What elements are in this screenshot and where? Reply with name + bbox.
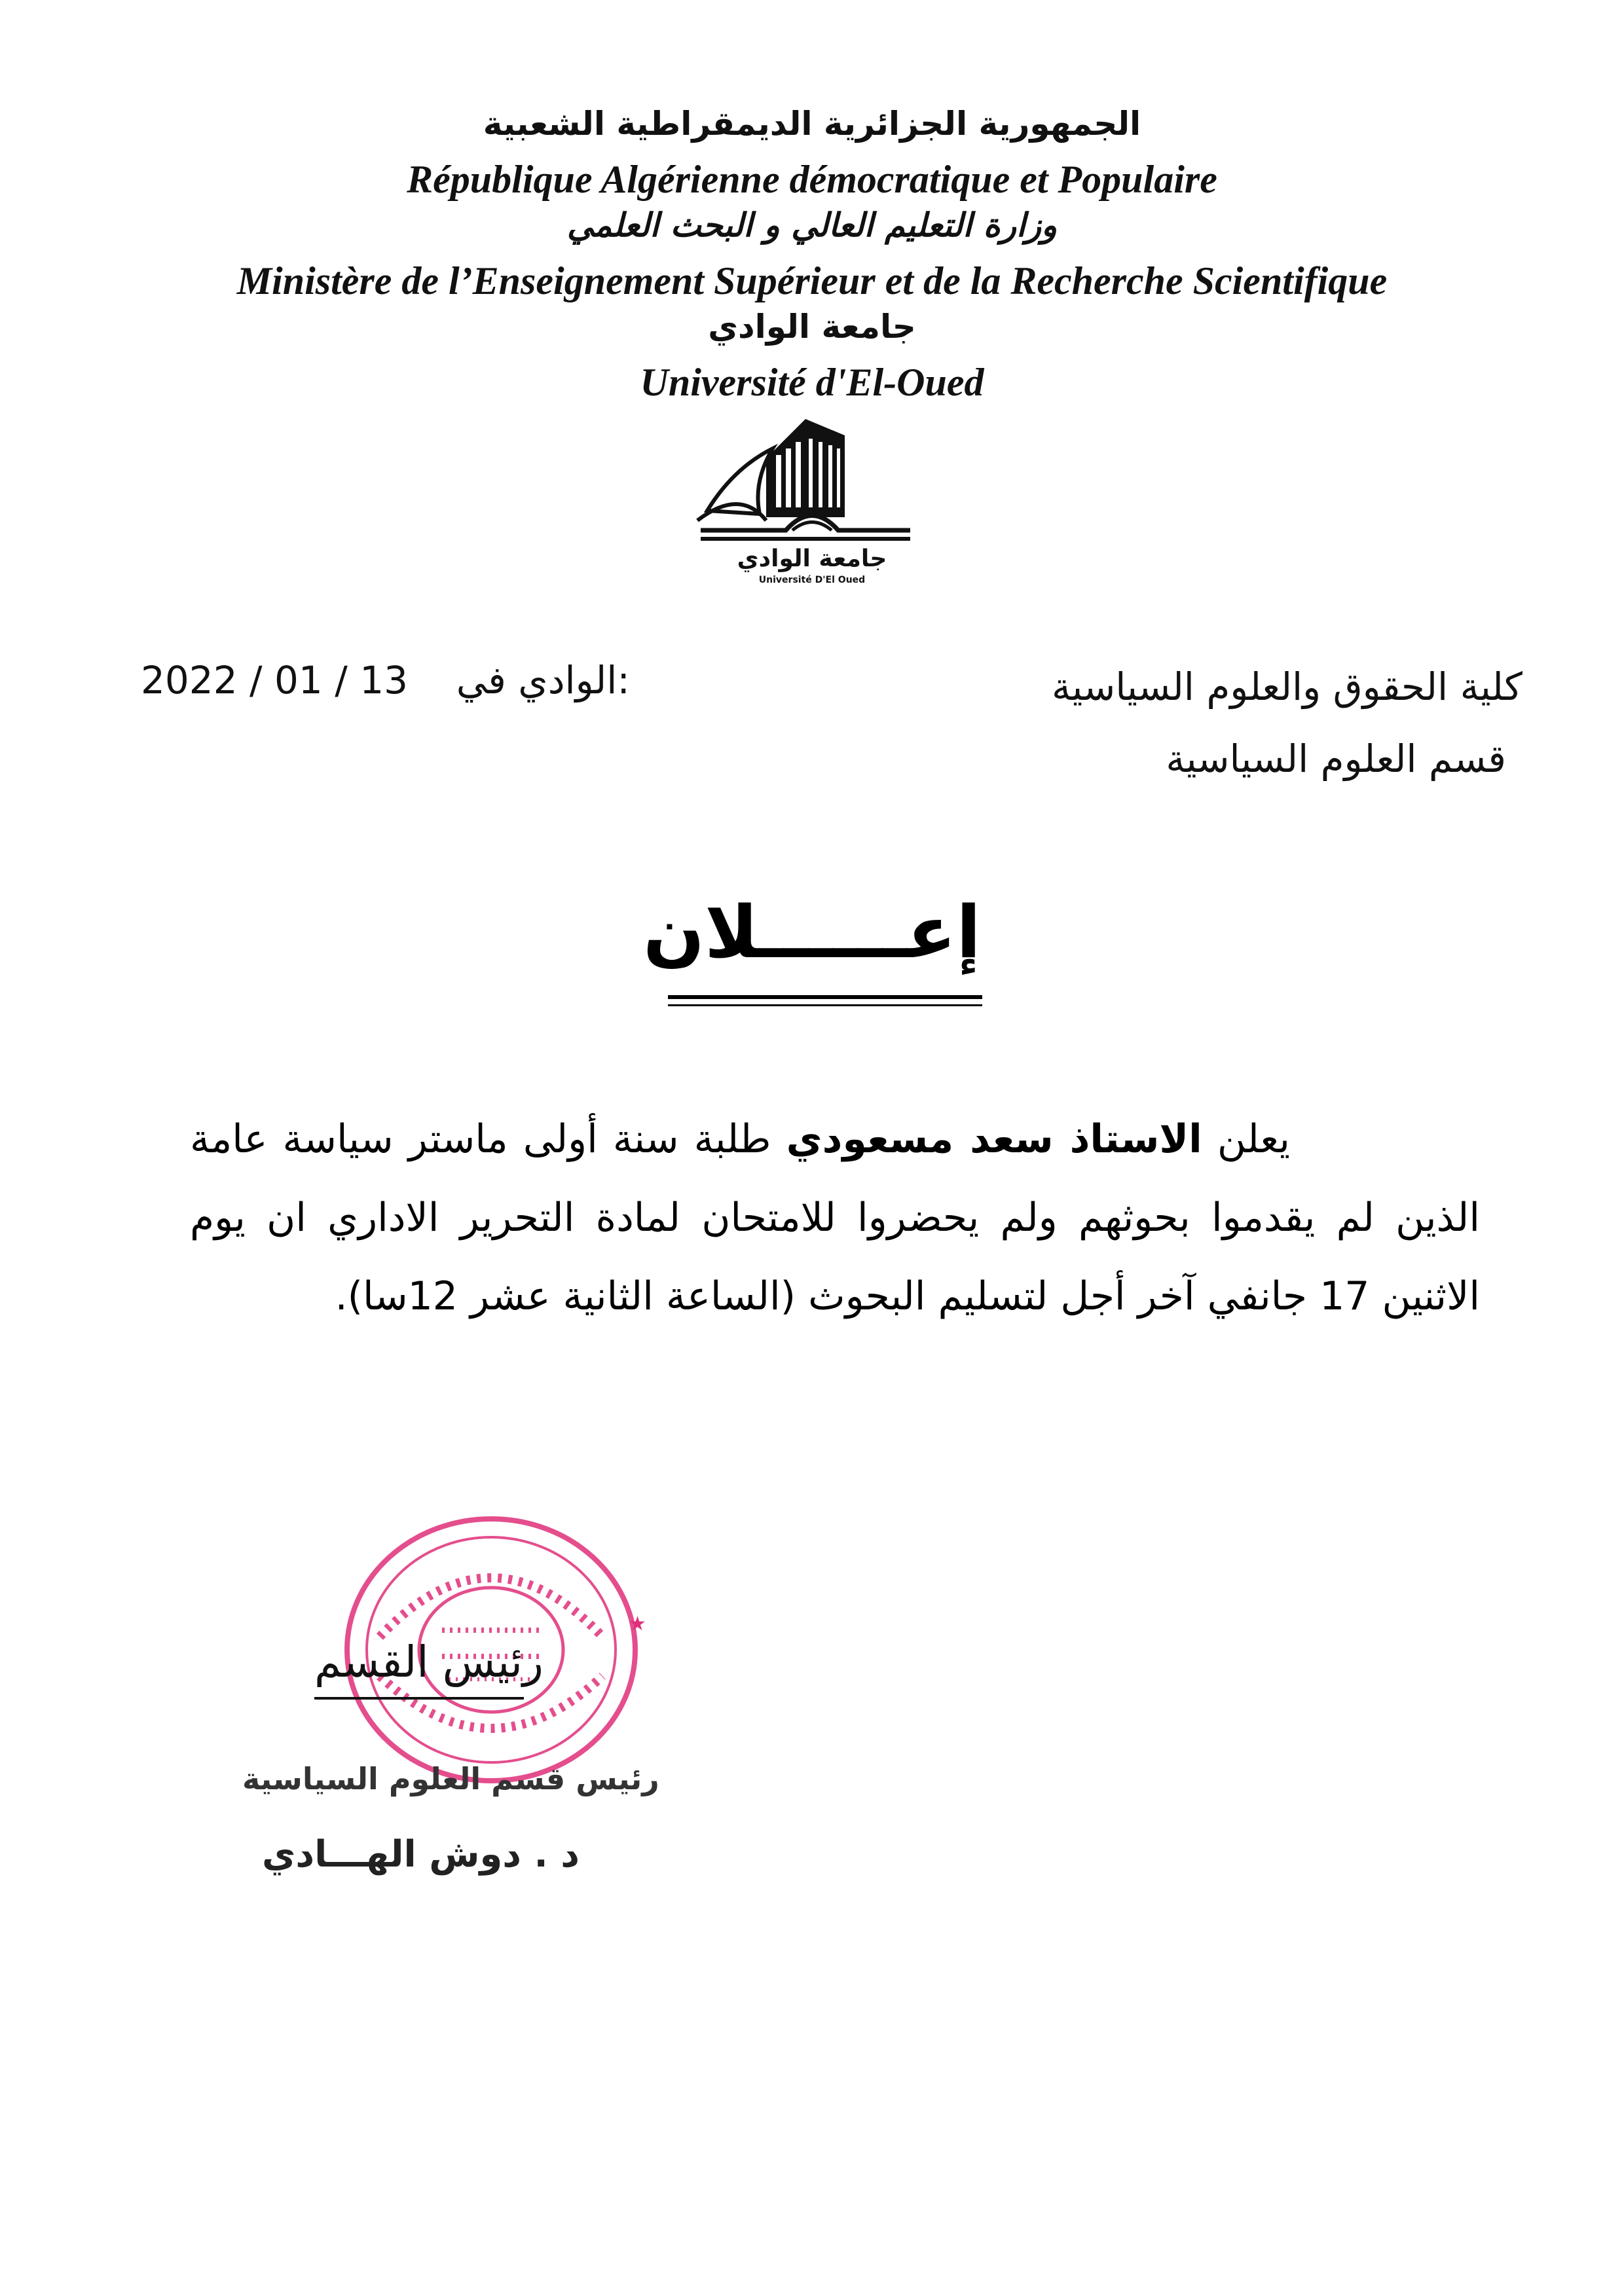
faculty-name: كلية الحقوق والعلوم السياسية [1052,665,1522,709]
ministry-fr: Ministère de l’Enseignement Supérieur et de la Recherche Scientifique [236,259,1388,302]
logo-name-fr: Université D'El Oued [758,575,866,585]
body-text: طلبة سنة أولى ماستر سياسة عامة الذين لم يقدموا بحوثهم ولم يحضروا للامتحان لمادة التحرير الاداري ان يوم الاثنين 17 جانفي آخر أجل لتسليم البحوث (الساعة الثانية عشر 12سا). [190,1116,1480,1319]
announcement-body [190,1100,1480,1336]
logo-name-ar: جامعة الوادي [737,545,887,572]
date-value: 2022 / 01 / 13 [141,658,409,702]
signature-title: رئيس القسم [314,1637,544,1687]
stamp-star-icon: ★ [629,1613,646,1635]
university-ar: جامعة الوادي [708,308,916,346]
date-label: الوادي في: [456,658,630,702]
title-underline [668,995,982,999]
university-fr: Université d'El-Oued [640,361,984,404]
signature-name: د . دوش الهـــادي [262,1833,580,1876]
signature-underline [314,1697,524,1700]
university-building-logo-icon [694,409,930,586]
professor-name: الاستاذ سعد مسعودي [786,1116,1202,1162]
signature-department-head: رئيس قسم العلوم السياسية [242,1761,659,1796]
republic-fr: République Algérienne démocratique et Populaire [407,158,1217,201]
date-line [141,658,630,702]
title-underline-thin [668,1004,982,1006]
republic-ar: الجمهورية الجزائرية الديمقراطية الشعبية [483,105,1141,143]
body-intro: يعلن [1217,1116,1291,1162]
ministry-ar: وزارة التعليم العالي و البحث العلمي [566,206,1058,244]
department-name: قسم العلوم السياسية [1166,737,1506,781]
announcement-title: إعــــــلان [643,890,981,974]
